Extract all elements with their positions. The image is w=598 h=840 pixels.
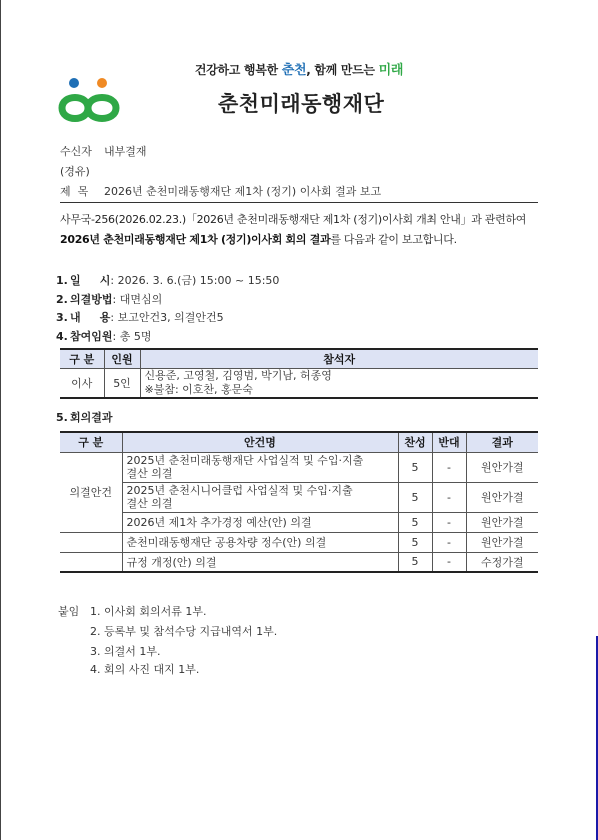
cell-no: - <box>432 552 466 572</box>
table-row <box>60 512 538 532</box>
cell-no: - <box>432 452 466 482</box>
col-header-attendees: 참석자 <box>140 349 538 368</box>
attachment-item: 2. 등록부 및 참석수당 지급내역서 1부. <box>90 625 278 638</box>
header-divider <box>60 202 538 203</box>
table-row <box>60 452 538 482</box>
body-paragraph <box>60 210 540 250</box>
cell-yes: 5 <box>398 452 432 482</box>
agenda-line1: 2025년 춘천미래동행재단 사업실적 및 수입·지출 <box>126 454 364 467</box>
recipient-value: 내부결재 <box>104 145 147 158</box>
via-label: (경유) <box>60 165 90 178</box>
cell-yes: 5 <box>398 552 432 572</box>
table-row <box>60 482 538 512</box>
attendees-list: 신용준, 고영철, 김영범, 박기남, 허종영 <box>144 368 332 382</box>
table-row <box>60 532 538 552</box>
table-header-row <box>60 349 538 368</box>
cell-agenda: 2026년 제1차 추가경정 예산(안) 의결 <box>122 512 398 532</box>
cell-no: - <box>432 532 466 552</box>
attachments-label: 붙임 <box>58 605 80 618</box>
item-label: 내 용 <box>70 311 111 324</box>
item-members <box>56 328 151 344</box>
cell-result: 원안가결 <box>466 512 538 532</box>
absent-list: ※불참: 이호찬, 홍문숙 <box>144 382 253 396</box>
col-header-category: 구 분 <box>60 432 122 452</box>
page-edge <box>0 0 1 840</box>
item-value: : 대면심의 <box>112 293 163 306</box>
subject-value: 2026년 춘천미래동행재단 제1차 (정기) 이사회 결과 보고 <box>104 185 382 198</box>
slogan-part2: , 함께 만드는 <box>306 63 379 77</box>
cell-category: 이사 <box>60 368 104 398</box>
cell-result: 원안가결 <box>466 532 538 552</box>
body-text-end: 를 다음과 같이 보고합니다. <box>330 233 457 246</box>
table-header-row <box>60 432 538 452</box>
col-header-count: 인원 <box>104 349 140 368</box>
col-header-no: 반대 <box>432 432 466 452</box>
item-value: : 2026. 3. 6.(금) 15:00 ~ 15:50 <box>110 274 280 287</box>
item-num: 2. <box>56 293 68 306</box>
col-header-result: 결과 <box>466 432 538 452</box>
cell-yes: 5 <box>398 512 432 532</box>
item-content <box>56 309 224 325</box>
item-label: 일 시 <box>70 274 111 287</box>
cell-result: 수정가결 <box>466 552 538 572</box>
attachment-item: 3. 의결서 1부. <box>90 645 161 658</box>
body-text: 사무국-256(2026.02.23.)「2026년 춘천미래동행재단 제1차 (정기)이사회 개최 안내」과 관련하여 <box>60 213 527 226</box>
body-bold-text: 2026년 춘천미래동행재단 제1차 (정기)이사회 회의 결과 <box>60 233 331 246</box>
cell-agenda: 춘천미래동행재단 공용차량 정수(안) 의결 <box>122 532 398 552</box>
item-datetime <box>56 272 279 288</box>
cell-category-spacer <box>60 532 122 552</box>
cell-agenda <box>122 482 398 512</box>
org-name: 춘천미래동행재단 <box>218 92 385 116</box>
cell-no: - <box>432 482 466 512</box>
table-row <box>60 552 538 572</box>
recipient-label: 수신자 <box>60 145 92 158</box>
attachment-item: 4. 회의 사진 대지 1부. <box>90 663 200 676</box>
item-method <box>56 291 162 307</box>
slogan-future: 미래 <box>378 63 404 78</box>
section5-title <box>56 409 113 425</box>
item-label: 의결방법 <box>70 293 113 306</box>
section5-label: 회의결과 <box>70 411 113 424</box>
agenda-line2: 결산 의결 <box>126 467 173 480</box>
table-row <box>60 368 538 398</box>
subject-label: 제 목 <box>60 185 89 198</box>
cell-yes: 5 <box>398 532 432 552</box>
item-num: 3. <box>56 311 68 324</box>
section5-num: 5. <box>56 411 68 424</box>
col-header-category: 구 분 <box>60 349 104 368</box>
cell-result: 원안가결 <box>466 482 538 512</box>
cell-count: 5인 <box>104 368 140 398</box>
item-num: 4. <box>56 330 68 343</box>
cell-attendees <box>140 368 538 398</box>
item-value: : 보고안건3, 의결안건5 <box>110 311 224 324</box>
cell-no: - <box>432 512 466 532</box>
cell-yes: 5 <box>398 482 432 512</box>
item-value: : 총 5명 <box>112 330 152 343</box>
cell-category: 의결안건 <box>60 452 122 532</box>
results-table <box>60 431 538 573</box>
col-header-yes: 찬성 <box>398 432 432 452</box>
col-header-agenda: 안건명 <box>122 432 398 452</box>
slogan-part1: 건강하고 행복한 <box>194 63 282 77</box>
agenda-line1: 2025년 춘천시니어클럽 사업실적 및 수입·지출 <box>126 484 353 497</box>
cell-agenda: 규정 개정(안) 의결 <box>122 552 398 572</box>
item-num: 1. <box>56 274 68 287</box>
agenda-line2: 결산 의결 <box>126 497 173 510</box>
attachment-item: 1. 이사회 회의서류 1부. <box>90 605 207 618</box>
infinity-people-logo-icon <box>58 76 122 124</box>
item-label: 참여임원 <box>70 330 113 343</box>
attendees-table <box>60 348 538 399</box>
slogan-city: 춘천 <box>281 63 307 78</box>
cell-agenda <box>122 452 398 482</box>
cell-category-spacer <box>60 552 122 572</box>
cell-result: 원안가결 <box>466 452 538 482</box>
